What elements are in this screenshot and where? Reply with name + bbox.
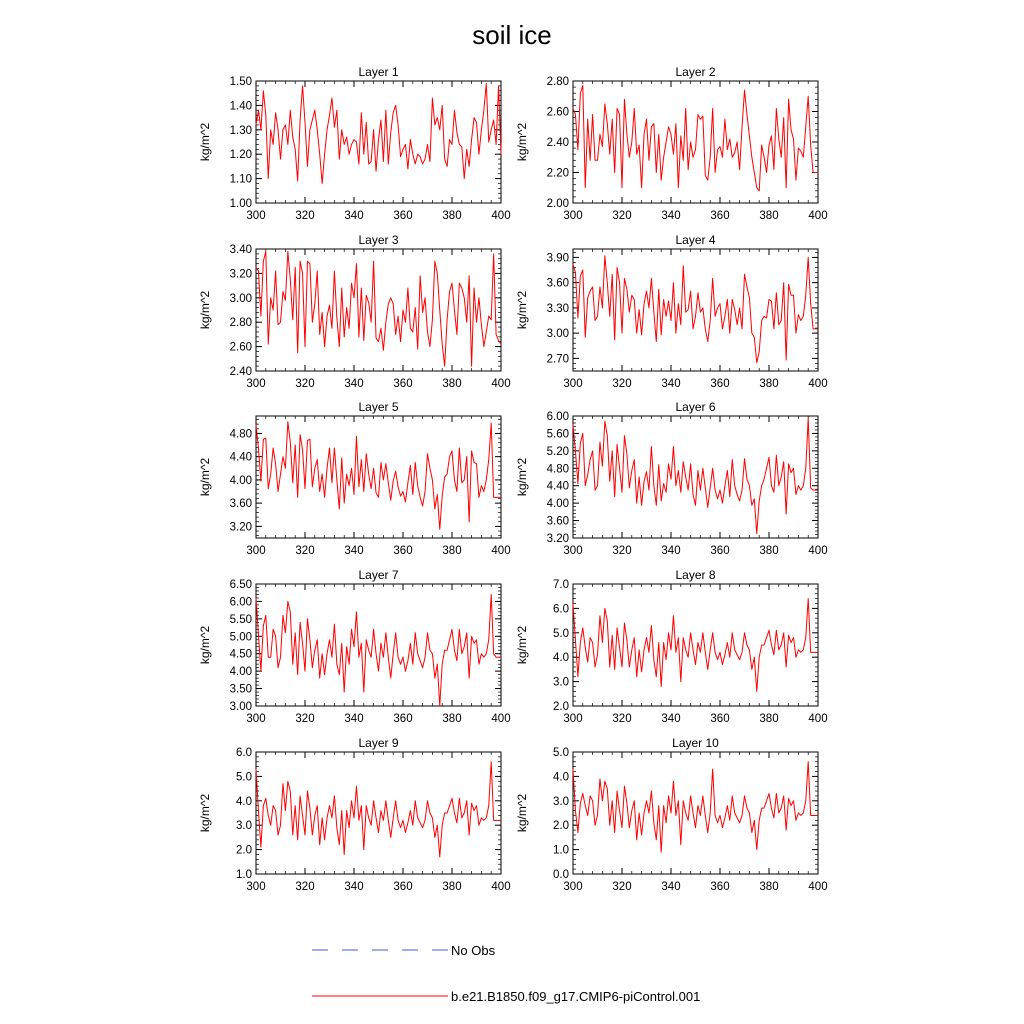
y-tick-label: 5.50	[229, 613, 252, 626]
panel-title: Layer 7	[358, 568, 399, 582]
y-tick-label: 2.40	[229, 366, 252, 378]
x-tick-label: 300	[563, 210, 583, 222]
y-tick-label: 3.00	[229, 701, 252, 713]
x-tick-label: 340	[661, 881, 681, 893]
x-tick-label: 360	[393, 210, 413, 222]
x-tick-label: 320	[295, 545, 315, 557]
panel-layer-2	[515, 65, 828, 222]
y-axis-label: kg/m^2	[198, 457, 212, 497]
y-tick-label: 5.20	[546, 445, 569, 458]
y-tick-label: 3.30	[546, 302, 569, 315]
panels-grid	[198, 65, 828, 893]
x-tick-label: 380	[759, 713, 779, 725]
x-tick-label: 380	[759, 545, 779, 557]
x-tick-label: 320	[295, 378, 315, 390]
y-tick-label: 4.0	[553, 652, 569, 665]
panel-layer-5	[198, 400, 511, 557]
y-tick-label: 2.60	[546, 106, 569, 119]
y-tick-label: 2.00	[546, 198, 569, 210]
y-tick-label: 4.80	[546, 463, 569, 476]
figure-title: soil ice	[472, 20, 552, 50]
y-tick-label: 3.60	[546, 515, 569, 528]
x-tick-label: 320	[612, 210, 632, 222]
y-tick-label: 6.0	[236, 747, 252, 759]
legend-model-label: b.e21.B1850.f09_g17.CMIP6-piControl.001	[451, 989, 701, 1004]
x-tick-label: 300	[563, 713, 583, 725]
y-tick-label: 4.00	[229, 474, 252, 487]
y-tick-label: 2.0	[553, 701, 569, 713]
y-tick-label: 7.0	[553, 579, 569, 591]
panel-title: Layer 5	[358, 400, 399, 414]
x-tick-label: 340	[661, 210, 681, 222]
series-line	[573, 599, 818, 692]
x-tick-label: 360	[393, 713, 413, 725]
x-tick-label: 360	[710, 378, 730, 390]
x-tick-label: 400	[808, 210, 828, 222]
x-tick-label: 380	[759, 210, 779, 222]
y-tick-label: 0.0	[553, 869, 569, 881]
panel-title: Layer 9	[358, 736, 399, 750]
y-axis-label: kg/m^2	[515, 122, 529, 162]
y-tick-label: 1.0	[553, 844, 569, 857]
panel-title: Layer 10	[672, 736, 719, 750]
x-tick-label: 360	[393, 545, 413, 557]
y-tick-label: 2.40	[546, 137, 569, 149]
x-tick-label: 300	[563, 545, 583, 557]
x-tick-label: 340	[344, 545, 364, 557]
panel-layer-1	[198, 65, 511, 222]
y-tick-label: 3.20	[546, 533, 569, 545]
series-line	[256, 762, 501, 857]
y-tick-label: 3.00	[229, 292, 252, 305]
y-tick-label: 4.40	[229, 451, 252, 464]
panel-title: Layer 1	[358, 65, 399, 79]
x-tick-label: 360	[710, 545, 730, 557]
y-axis-label: kg/m^2	[198, 625, 212, 665]
y-tick-label: 5.00	[229, 631, 252, 644]
panel-layer-7	[198, 568, 511, 725]
legend-no-obs-label: No Obs	[451, 943, 496, 958]
y-tick-label: 2.0	[236, 844, 252, 857]
x-tick-label: 300	[563, 881, 583, 893]
x-tick-label: 380	[442, 545, 462, 557]
panel-title: Layer 2	[675, 65, 716, 79]
y-axis-label: kg/m^2	[515, 290, 529, 330]
panel-title: Layer 3	[358, 233, 399, 247]
x-tick-label: 340	[344, 210, 364, 222]
plot-frame	[573, 81, 818, 203]
x-tick-label: 360	[393, 378, 413, 390]
y-tick-label: 2.80	[546, 76, 569, 88]
x-tick-label: 300	[246, 881, 266, 893]
x-tick-label: 340	[661, 378, 681, 390]
x-tick-label: 380	[442, 713, 462, 725]
y-tick-label: 2.80	[229, 317, 252, 330]
y-tick-label: 1.20	[229, 149, 252, 162]
y-tick-label: 3.00	[546, 328, 569, 341]
y-tick-label: 3.90	[546, 252, 569, 265]
y-tick-label: 4.50	[229, 648, 252, 661]
panel-layer-4	[515, 233, 828, 390]
y-tick-label: 4.0	[236, 795, 252, 808]
panel-layer-9	[198, 736, 511, 893]
y-axis-label: kg/m^2	[515, 457, 529, 497]
legend	[312, 943, 700, 1004]
y-axis-label: kg/m^2	[198, 122, 212, 162]
x-tick-label: 400	[808, 545, 828, 557]
y-tick-label: 1.40	[229, 100, 252, 113]
y-tick-label: 1.30	[229, 124, 252, 137]
x-tick-label: 300	[246, 210, 266, 222]
series-line	[256, 422, 501, 529]
y-axis-label: kg/m^2	[515, 793, 529, 833]
x-tick-label: 320	[612, 713, 632, 725]
panel-title: Layer 4	[675, 233, 716, 247]
x-tick-label: 300	[246, 713, 266, 725]
x-tick-label: 360	[710, 713, 730, 725]
x-tick-label: 300	[246, 545, 266, 557]
x-tick-label: 320	[612, 378, 632, 390]
series-line	[256, 83, 501, 183]
x-tick-label: 360	[393, 881, 413, 893]
x-tick-label: 400	[808, 713, 828, 725]
x-tick-label: 400	[491, 881, 511, 893]
y-tick-label: 4.0	[553, 771, 569, 784]
x-tick-label: 380	[442, 378, 462, 390]
y-tick-label: 2.70	[546, 353, 569, 366]
x-tick-label: 320	[612, 545, 632, 557]
y-tick-label: 3.40	[229, 244, 252, 256]
x-tick-label: 340	[661, 545, 681, 557]
x-tick-label: 340	[661, 713, 681, 725]
series-line	[573, 762, 818, 852]
y-axis-label: kg/m^2	[515, 625, 529, 665]
panel-title: Layer 8	[675, 568, 716, 582]
x-tick-label: 400	[808, 881, 828, 893]
y-tick-label: 4.40	[546, 480, 569, 493]
y-tick-label: 2.20	[546, 167, 569, 180]
y-axis-label: kg/m^2	[198, 290, 212, 330]
y-tick-label: 3.60	[546, 277, 569, 290]
x-tick-label: 400	[808, 378, 828, 390]
panel-layer-3	[198, 233, 511, 390]
y-tick-label: 4.00	[229, 666, 252, 679]
y-tick-label: 5.0	[553, 627, 569, 640]
x-tick-label: 340	[344, 881, 364, 893]
x-tick-label: 380	[442, 881, 462, 893]
y-tick-label: 6.50	[229, 579, 252, 591]
y-tick-label: 2.0	[553, 820, 569, 833]
x-tick-label: 320	[295, 210, 315, 222]
y-tick-label: 5.0	[553, 747, 569, 759]
y-tick-label: 4.80	[229, 428, 252, 441]
y-tick-label: 5.0	[236, 771, 252, 784]
x-tick-label: 300	[246, 378, 266, 390]
panel-title: Layer 6	[675, 400, 716, 414]
y-tick-label: 3.20	[229, 521, 252, 534]
x-tick-label: 380	[759, 881, 779, 893]
plot-frame	[573, 752, 818, 874]
panel-layer-10	[515, 736, 828, 893]
x-tick-label: 340	[344, 713, 364, 725]
y-tick-label: 1.50	[229, 76, 252, 88]
y-tick-label: 5.60	[546, 428, 569, 441]
series-line	[573, 256, 818, 363]
x-tick-label: 320	[295, 713, 315, 725]
x-tick-label: 400	[491, 545, 511, 557]
panel-layer-6	[515, 400, 828, 557]
y-axis-label: kg/m^2	[198, 793, 212, 833]
x-tick-label: 380	[442, 210, 462, 222]
x-tick-label: 400	[491, 378, 511, 390]
y-tick-label: 3.0	[553, 676, 569, 689]
x-tick-label: 320	[295, 881, 315, 893]
y-tick-label: 2.60	[229, 341, 252, 354]
series-line	[573, 86, 818, 191]
x-tick-label: 400	[491, 713, 511, 725]
y-tick-label: 3.60	[229, 498, 252, 511]
y-tick-label: 1.0	[236, 869, 252, 881]
y-tick-label: 1.00	[229, 198, 252, 210]
y-tick-label: 6.0	[553, 603, 569, 616]
x-tick-label: 320	[612, 881, 632, 893]
series-line	[256, 594, 501, 706]
panel-layer-8	[515, 568, 828, 725]
y-tick-label: 1.10	[229, 173, 252, 186]
y-tick-label: 6.00	[546, 411, 569, 423]
x-tick-label: 340	[344, 378, 364, 390]
y-tick-label: 3.20	[229, 268, 252, 281]
x-tick-label: 300	[563, 378, 583, 390]
x-tick-label: 360	[710, 210, 730, 222]
y-tick-label: 3.0	[553, 795, 569, 808]
y-tick-label: 4.00	[546, 498, 569, 511]
x-tick-label: 360	[710, 881, 730, 893]
series-line	[256, 251, 501, 366]
x-tick-label: 380	[759, 378, 779, 390]
y-tick-label: 6.00	[229, 596, 252, 609]
y-tick-label: 3.50	[229, 683, 252, 696]
y-tick-label: 3.0	[236, 820, 252, 833]
x-tick-label: 400	[491, 210, 511, 222]
series-line	[573, 418, 818, 533]
